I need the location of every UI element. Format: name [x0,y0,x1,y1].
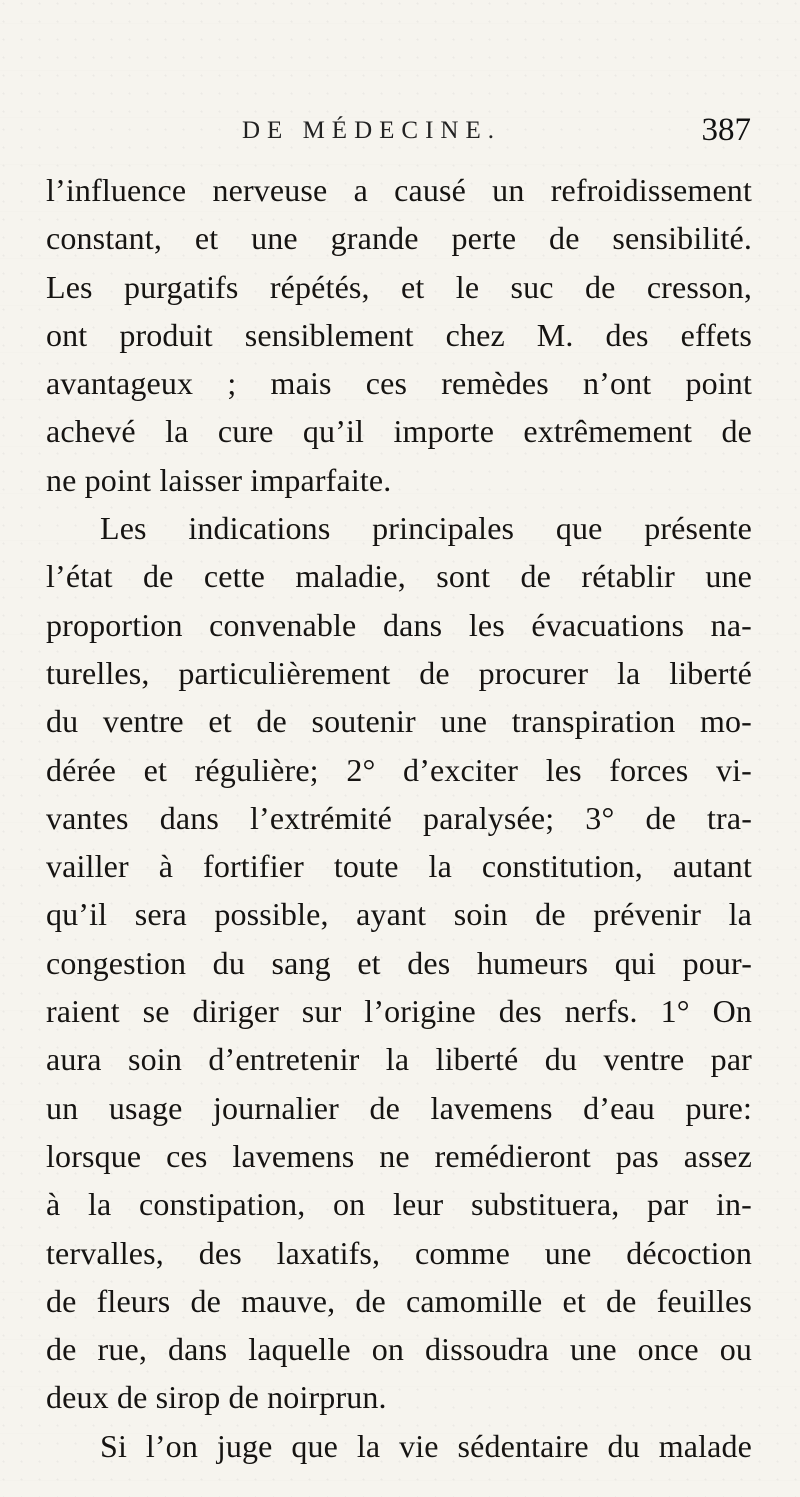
text-line: de rue, dans laquelle on dissoudra une once ou [46,1331,752,1368]
text-line: dérée et régulière; 2° d’exciter les forces vi- [46,751,752,788]
running-head: DE MÉDECINE. [242,117,501,144]
text-line: Les indications principales que présente [100,510,752,547]
text-line: lorsque ces lavemens ne remédieront pas assez [46,1137,752,1174]
text-line: constant, et une grande perte de sensibilité. [46,220,752,257]
page-number: 387 [701,112,751,148]
text-line: un usage journalier de lavemens d’eau pure: [46,1089,752,1126]
text-line: ne point laisser imparfaite. [46,461,392,498]
text-line: proportion convenable dans les évacuations na- [46,606,752,643]
text-line: vantes dans l’extrémité paralysée; 3° de tra- [46,799,752,836]
text-line: achevé la cure qu’il importe extrêmement de [46,413,752,450]
text-line: deux de sirop de noirprun. [46,1379,387,1416]
text-line: à la constipation, on leur substituera, par in- [46,1186,752,1223]
text-line: Les purgatifs répétés, et le suc de cresson, [46,268,752,305]
text-line: tervalles, des laxatifs, comme une décoction [46,1234,752,1271]
text-line: du ventre et de soutenir une transpiration mo- [46,703,752,740]
text-line: l’influence nerveuse a causé un refroidissement [46,172,752,208]
text-line: Si l’on juge que la vie sédentaire du malade [100,1427,752,1464]
text-line: avantageux ; mais ces remèdes n’ont point [46,365,752,402]
text-line: de fleurs de mauve, de camomille et de feuilles [46,1282,752,1319]
body-text [46,166,752,1470]
text-line: turelles, particulièrement de procurer la liberté [46,654,752,691]
text-line: qu’il sera possible, ayant soin de prévenir la [46,896,752,933]
text-line: congestion du sang et des humeurs qui pour- [46,944,752,981]
text-line: raient se diriger sur l’origine des nerfs. 1° On [46,993,752,1030]
page-header [0,113,800,149]
text-line: ont produit sensiblement chez M. des effets [46,316,752,353]
text-line: vailler à fortifier toute la constitution, autant [46,848,752,885]
text-line: l’état de cette maladie, sont de rétablir une [46,558,752,595]
text-line: aura soin d’entretenir la liberté du ventre par [46,1041,752,1078]
